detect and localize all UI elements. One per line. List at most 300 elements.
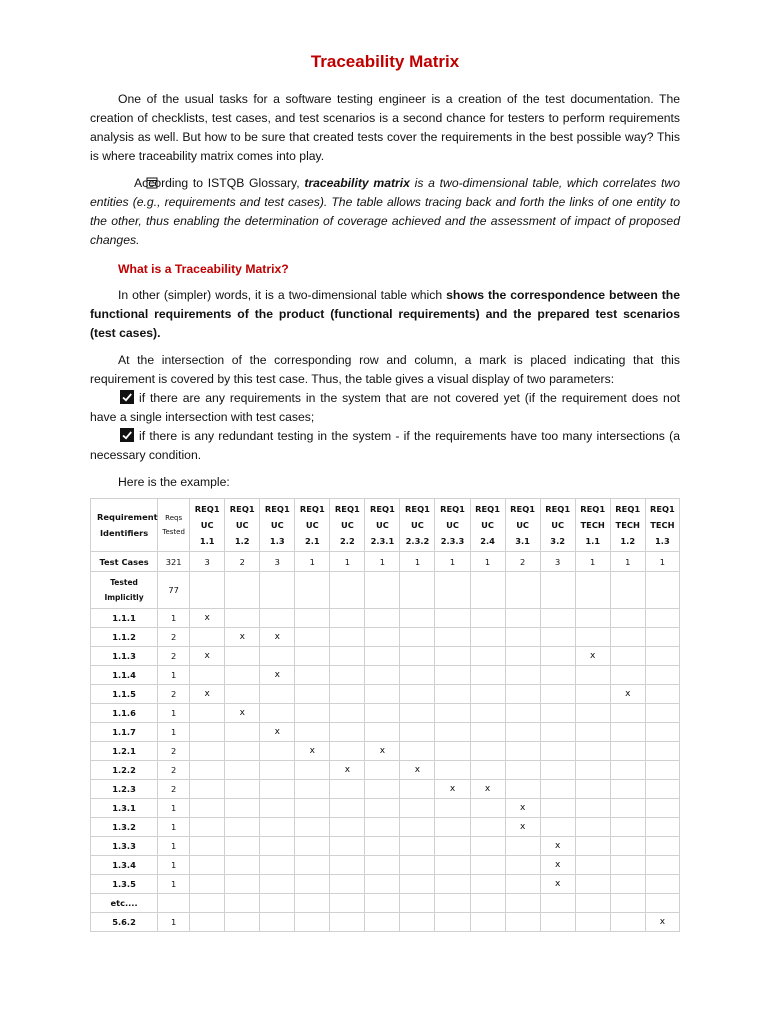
matrix-cell [435,685,470,704]
matrix-cell [190,572,225,609]
reqs-tested-count-cell: 1 [158,818,190,837]
matrix-cell [190,913,225,932]
requirement-id-cell: 1.2.1 [91,742,158,761]
matrix-cell [400,875,435,894]
column-header-line: REQ1 [580,504,606,514]
column-header-line: UC [270,520,284,530]
document-icon [118,176,130,188]
matrix-cell [260,818,295,837]
requirement-column-header [470,499,505,552]
reqs-tested-count-cell: 1 [158,875,190,894]
matrix-cell [190,723,225,742]
check-item-text: if there is any redundant testing in the system - if the requirements have too many intersections (a necessary condition. [90,429,680,462]
requirement-id-cell: 1.1.4 [91,666,158,685]
matrix-cell [645,685,679,704]
matrix-cell [610,704,645,723]
definition-term: traceability matrix [304,176,410,190]
requirement-id-cell: 1.3.1 [91,799,158,818]
requirement-row [91,799,680,818]
matrix-cell [470,628,505,647]
coverage-mark-cell: x [190,685,225,704]
matrix-cell [225,742,260,761]
requirement-column-header [645,499,679,552]
reqs-tested-count-cell: 1 [158,723,190,742]
matrix-cell [470,913,505,932]
matrix-cell [540,647,575,666]
matrix-cell [645,704,679,723]
definition-rest: is a two-dimensional table, which correlates two entities (e.g., requirements and test cases). The table allows tracing back and forth the links of one entity to the other, thus enabling the determination of coverage achieved and the assessment of impact of proposed changes. [90,176,680,247]
matrix-cell [435,742,470,761]
matrix-cell [610,761,645,780]
matrix-cell [260,856,295,875]
matrix-cell [645,780,679,799]
matrix-cell [505,894,540,913]
matrix-cell [575,875,610,894]
matrix-cell [190,856,225,875]
matrix-cell [260,894,295,913]
reqs-tested-count-cell: 2 [158,761,190,780]
column-header-line: 2.3.3 [440,536,465,546]
test-case-count-cell: 1 [470,552,505,572]
column-header-line: REQ1 [440,504,465,514]
matrix-cell [645,894,679,913]
reqs-tested-count-cell: 1 [158,837,190,856]
reqs-tested-count-cell: 2 [158,647,190,666]
matrix-cell [575,628,610,647]
matrix-cell [260,704,295,723]
matrix-cell [470,875,505,894]
test-case-count-cell: 1 [330,552,365,572]
matrix-cell [470,647,505,666]
matrix-cell [260,761,295,780]
matrix-cell [225,572,260,609]
matrix-cell [610,837,645,856]
requirement-row [91,894,680,913]
check-item [90,427,680,465]
matrix-cell [645,799,679,818]
simpler-paragraph [90,286,680,343]
matrix-cell [575,799,610,818]
matrix-cell [540,704,575,723]
matrix-cell [400,894,435,913]
matrix-cell [330,742,365,761]
test-case-count-cell: 3 [190,552,225,572]
requirement-column-header [260,499,295,552]
matrix-cell [260,685,295,704]
matrix-cell [505,723,540,742]
matrix-cell [295,837,330,856]
reqs-tested-count-cell: 1 [158,799,190,818]
column-header-line: UC [235,520,249,530]
matrix-cell [435,913,470,932]
document-page [90,52,680,492]
matrix-cell [400,799,435,818]
requirement-column-header [505,499,540,552]
reqs-tested-count-cell [158,894,190,913]
matrix-cell [610,856,645,875]
matrix-cell [365,894,400,913]
matrix-cell [400,837,435,856]
matrix-cell [365,837,400,856]
matrix-cell [540,780,575,799]
matrix-cell [540,799,575,818]
matrix-cell [260,875,295,894]
matrix-cell [225,685,260,704]
matrix-cell [435,799,470,818]
column-header-line: REQ1 [229,504,255,514]
matrix-cell [575,913,610,932]
matrix-cell [225,818,260,837]
requirement-row [91,647,680,666]
checkbox-icon [120,390,134,404]
matrix-cell [225,723,260,742]
matrix-cell [505,704,540,723]
matrix-cell [295,647,330,666]
matrix-cell [400,780,435,799]
matrix-cell [470,666,505,685]
matrix-cell [505,856,540,875]
test-case-count-cell: 1 [400,552,435,572]
column-header-line: 2.1 [304,536,320,546]
reqs-tested-count-cell: 1 [158,913,190,932]
matrix-cell [610,572,645,609]
matrix-cell [295,894,330,913]
requirement-row [91,628,680,647]
matrix-cell [540,628,575,647]
matrix-cell [295,856,330,875]
checkbox-icon [120,428,134,442]
requirement-column-header [190,499,225,552]
matrix-cell [330,894,365,913]
coverage-mark-cell: x [400,761,435,780]
requirement-id-cell: 5.6.2 [91,913,158,932]
test-case-count-cell: 1 [645,552,679,572]
matrix-cell [365,704,400,723]
matrix-cell [330,704,365,723]
coverage-mark-cell: x [505,818,540,837]
matrix-cell [575,856,610,875]
column-header-line: UC [516,520,530,530]
test-case-count-cell: 1 [435,552,470,572]
matrix-cell [225,609,260,628]
column-header-line: REQ1 [299,504,325,514]
coverage-mark-cell: x [225,628,260,647]
matrix-cell [575,818,610,837]
matrix-cell [540,685,575,704]
coverage-mark-cell: x [260,723,295,742]
tested-implicitly-row [91,572,680,609]
requirement-column-header [330,499,365,552]
test-case-count-cell: 1 [365,552,400,572]
matrix-cell [505,628,540,647]
matrix-cell [260,742,295,761]
matrix-cell [330,875,365,894]
matrix-cell [540,913,575,932]
requirement-column-header [610,499,645,552]
requirement-id-cell: 1.1.7 [91,723,158,742]
simpler-lead: In other (simpler) words, it is a two-dimensional table which [118,288,447,302]
matrix-cell [400,742,435,761]
test-case-count-cell: 1 [575,552,610,572]
requirement-id-cell: 1.2.2 [91,761,158,780]
matrix-cell [330,913,365,932]
requirement-id-cell: 1.1.5 [91,685,158,704]
matrix-cell [400,609,435,628]
matrix-cell [400,628,435,647]
requirement-column-header [365,499,400,552]
column-header-line: REQ1 [510,504,536,514]
matrix-cell [645,837,679,856]
matrix-cell [645,856,679,875]
matrix-cell [645,875,679,894]
matrix-cell [435,761,470,780]
matrix-cell [190,704,225,723]
matrix-cell [505,913,540,932]
column-header-line: REQ1 [405,504,430,514]
matrix-cell [505,647,540,666]
matrix-cell [330,723,365,742]
requirement-row [91,609,680,628]
matrix-cell [295,723,330,742]
matrix-cell [575,609,610,628]
coverage-mark-cell: x [190,609,225,628]
matrix-cell [190,894,225,913]
matrix-cell [435,723,470,742]
matrix-cell [645,666,679,685]
matrix-cell [575,704,610,723]
matrix-cell [295,609,330,628]
matrix-cell [295,799,330,818]
matrix-cell [190,818,225,837]
matrix-cell [225,837,260,856]
matrix-cell [225,799,260,818]
matrix-cell [470,799,505,818]
tested-implicitly-label: Tested Implicitly [91,572,158,609]
requirement-row [91,856,680,875]
matrix-cell [470,723,505,742]
matrix-cell [470,761,505,780]
requirement-column-header [435,499,470,552]
coverage-mark-cell: x [540,856,575,875]
matrix-cell [575,780,610,799]
column-header-line: REQ1 [545,504,571,514]
requirement-column-header [295,499,330,552]
matrix-cell [260,780,295,799]
requirement-row [91,666,680,685]
matrix-cell [610,647,645,666]
matrix-cell [435,818,470,837]
matrix-cell [610,609,645,628]
matrix-cell [330,647,365,666]
column-header-line: UC [446,520,459,530]
matrix-cell [435,609,470,628]
matrix-cell [330,818,365,837]
requirement-id-cell: 1.1.3 [91,647,158,666]
matrix-cell [225,780,260,799]
example-label: Here is the example: [118,475,230,489]
matrix-cell [400,818,435,837]
matrix-cell [365,799,400,818]
matrix-cell [295,875,330,894]
matrix-cell [400,647,435,666]
requirement-id-cell: 1.3.4 [91,856,158,875]
coverage-mark-cell: x [365,742,400,761]
matrix-cell [470,742,505,761]
column-header-line: REQ1 [369,504,395,514]
column-header-line: REQ1 [264,504,290,514]
matrix-cell [505,572,540,609]
requirement-column-header [225,499,260,552]
column-header-line: UC [376,520,389,530]
matrix-cell [365,628,400,647]
test-case-count-cell: 1 [295,552,330,572]
matrix-cell [225,875,260,894]
matrix-cell [540,609,575,628]
matrix-cell [470,572,505,609]
coverage-mark-cell: x [190,647,225,666]
requirement-row [91,704,680,723]
matrix-cell [610,913,645,932]
matrix-cell [260,572,295,609]
matrix-cell [365,856,400,875]
matrix-cell [260,913,295,932]
requirement-column-header [540,499,575,552]
matrix-cell [400,704,435,723]
matrix-cell [365,780,400,799]
matrix-cell [365,723,400,742]
matrix-cell [295,704,330,723]
coverage-mark-cell: x [225,704,260,723]
matrix-cell [400,666,435,685]
matrix-cell [435,837,470,856]
matrix-cell [295,761,330,780]
matrix-cell [435,856,470,875]
matrix-cell [190,780,225,799]
matrix-cell [365,913,400,932]
test-case-count-cell: 2 [225,552,260,572]
coverage-mark-cell: x [435,780,470,799]
reqs-tested-count-cell: 2 [158,780,190,799]
page-title: Traceability Matrix [310,52,460,71]
matrix-cell [470,894,505,913]
matrix-cell [330,628,365,647]
matrix-cell [400,913,435,932]
column-header-line: REQ1 [334,504,360,514]
matrix-cell [330,685,365,704]
matrix-cell [295,685,330,704]
matrix-cell [540,818,575,837]
matrix-cell [505,742,540,761]
matrix-cell [645,723,679,742]
matrix-cell [190,666,225,685]
column-header-line: 2.3.1 [370,536,395,546]
matrix-cell [645,647,679,666]
column-header-line: TECH [615,520,640,530]
matrix-cell [610,628,645,647]
requirement-row [91,875,680,894]
matrix-cell [330,609,365,628]
reqs-tested-count-cell: 1 [158,856,190,875]
matrix-cell [575,742,610,761]
reqs-tested-header: Reqs Tested [158,499,190,552]
column-header-line: 1.2 [234,536,250,546]
matrix-cell [190,875,225,894]
reqs-tested-count-cell: 2 [158,742,190,761]
test-case-count-cell: 1 [610,552,645,572]
column-header-line: 3.2 [550,536,565,546]
matrix-cell [575,837,610,856]
section-heading: What is a Traceability Matrix? [118,262,289,276]
requirement-id-cell: etc.... [91,894,158,913]
matrix-cell [505,666,540,685]
column-header-line: UC [481,520,494,530]
matrix-cell [400,572,435,609]
column-header-line: UC [200,520,214,530]
matrix-cell [645,572,679,609]
coverage-mark-cell: x [295,742,330,761]
reqs-tested-count-cell: 1 [158,704,190,723]
matrix-cell [330,572,365,609]
matrix-cell [400,723,435,742]
matrix-cell [260,799,295,818]
column-header-line: 1.1 [199,536,215,546]
column-header-line: UC [411,520,424,530]
requirement-column-header [575,499,610,552]
matrix-cell [190,628,225,647]
test-cases-total: 321 [158,552,190,572]
coverage-mark-cell: x [575,647,610,666]
matrix-cell [575,894,610,913]
matrix-cell [540,666,575,685]
matrix-cell [575,761,610,780]
column-header-line: REQ1 [475,504,500,514]
intersection-paragraph: At the intersection of the corresponding row and column, a mark is placed indicating that this requirement is covered by this test case. Thus, the table gives a visual display of two parameters: [90,353,680,386]
requirement-column-header [400,499,435,552]
matrix-cell [575,666,610,685]
matrix-cell [435,647,470,666]
requirement-id-cell: 1.2.3 [91,780,158,799]
matrix-cell [610,723,645,742]
matrix-cell [435,666,470,685]
matrix-cell [505,761,540,780]
column-header-line: 2.4 [480,536,495,546]
requirement-id-cell: 1.3.2 [91,818,158,837]
matrix-cell [365,572,400,609]
column-header-line: 2.2 [340,536,355,546]
column-header-line: 1.3 [269,536,285,546]
test-cases-label: Test Cases [91,552,158,572]
requirement-row [91,780,680,799]
matrix-cell [225,666,260,685]
matrix-cell [470,837,505,856]
matrix-cell [575,572,610,609]
matrix-cell [260,609,295,628]
test-case-count-cell: 3 [540,552,575,572]
reqs-tested-count-cell: 2 [158,685,190,704]
corner-header: Requirement Identifiers [91,499,158,552]
matrix-cell [645,742,679,761]
matrix-cell [435,894,470,913]
requirement-id-cell: 1.1.1 [91,609,158,628]
matrix-cell [435,704,470,723]
coverage-mark-cell: x [470,780,505,799]
matrix-cell [540,572,575,609]
matrix-cell [540,723,575,742]
column-header-line: UC [551,520,565,530]
matrix-cell [645,818,679,837]
coverage-mark-cell: x [610,685,645,704]
column-header-line: REQ1 [194,504,220,514]
